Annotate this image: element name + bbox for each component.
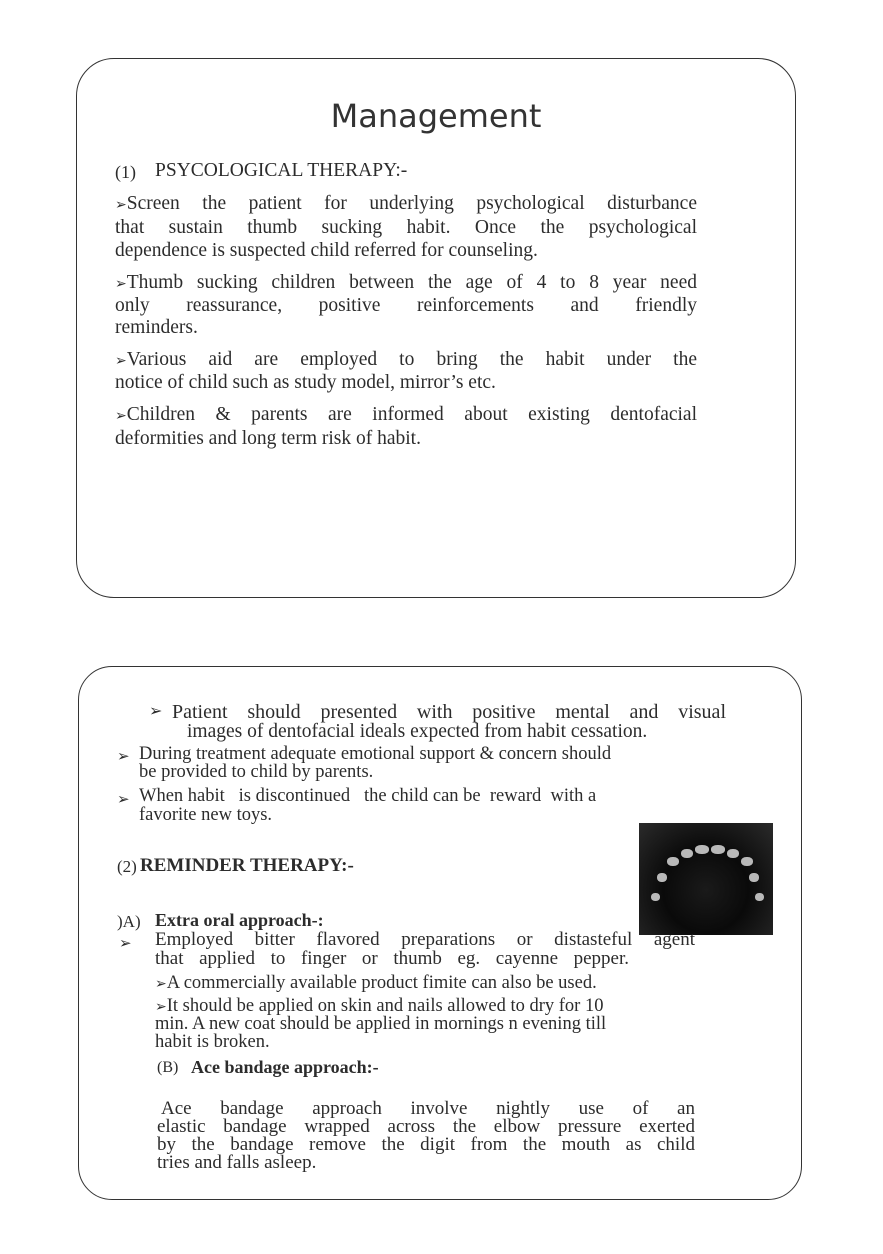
bullet-arrow-icon: ➢ xyxy=(149,703,163,720)
paragraph-line: elastic bandage wrapped across the elbow pressure exerted xyxy=(157,1116,695,1137)
bullet-arrow-icon: ➢ xyxy=(115,408,127,424)
bullet-arrow-icon: ➢ xyxy=(155,976,167,992)
bullet-line: images of dentofacial ideals expected from habit cessation. xyxy=(187,721,648,742)
paragraph-line: ➢Thumb sucking children between the age of 4 to 8 year need xyxy=(115,272,697,293)
slide-title: Management xyxy=(330,97,542,135)
paragraph-line: dependence is suspected child referred for counseling. xyxy=(115,240,538,261)
bullet-line: Employed bitter flavored preparations or distasteful agent xyxy=(155,929,695,950)
sub-heading: Ace bandage approach:- xyxy=(191,1057,379,1077)
paragraph-line: tries and falls asleep. xyxy=(157,1152,317,1173)
bullet-line: be provided to child by parents. xyxy=(139,762,374,782)
paragraph-line: ➢Various aid are employed to bring the habit under the xyxy=(115,349,697,370)
slide-management xyxy=(76,58,796,598)
sub-heading-number: )A) xyxy=(117,912,141,931)
paragraph-line: ➢Screen the patient for underlying psychological disturbance xyxy=(115,193,697,214)
bullet-arrow-icon: ➢ xyxy=(155,999,167,1015)
section-heading: PSYCOLOGICAL THERAPY:- xyxy=(155,160,408,181)
bullet-line: that applied to finger or thumb eg. cayenne pepper. xyxy=(155,948,629,969)
bullet-line: habit is broken. xyxy=(155,1032,270,1052)
bullet-line: ➢A commercially available product fimite can also be used. xyxy=(155,973,597,993)
paragraph-line: ➢Children & parents are informed about existing dentofacial xyxy=(115,404,697,425)
bullet-line: ➢It should be applied on skin and nails allowed to dry for 10 xyxy=(155,996,604,1016)
bullet-arrow-icon: ➢ xyxy=(117,792,130,808)
bullet-arrow-icon: ➢ xyxy=(119,936,132,952)
heading-number: (1) xyxy=(115,162,136,182)
bullet-arrow-icon: ➢ xyxy=(115,197,127,213)
bullet-line: favorite new toys. xyxy=(139,805,273,825)
section-heading: REMINDER THERAPY:- xyxy=(140,855,354,876)
heading-number: (2) xyxy=(117,857,137,876)
paragraph-line: notice of child such as study model, mirror’s etc. xyxy=(115,372,496,393)
dental-photo-image xyxy=(639,823,773,935)
paragraph-line: reminders. xyxy=(115,317,198,338)
paragraph-line: deformities and long term risk of habit. xyxy=(115,428,421,449)
bullet-line: Patient should presented with positive mental and visual xyxy=(172,701,726,723)
bullet-arrow-icon: ➢ xyxy=(117,749,130,765)
bullet-arrow-icon: ➢ xyxy=(115,276,127,292)
slide-reminder-therapy xyxy=(78,666,802,1200)
bullet-line: When habit is discontinued the child can be reward with a xyxy=(139,786,597,806)
paragraph-line: that sustain thumb sucking habit. Once the psychological xyxy=(115,217,697,238)
bullet-arrow-icon: ➢ xyxy=(115,353,127,369)
paragraph-line: Ace bandage approach involve nightly use of an xyxy=(161,1098,695,1119)
bullet-line: min. A new coat should be applied in mornings n evening till xyxy=(155,1014,607,1034)
paragraph-line: only reassurance, positive reinforcements and friendly xyxy=(115,295,697,316)
sub-heading-number: (B) xyxy=(157,1059,179,1076)
bullet-line: During treatment adequate emotional support & concern should xyxy=(139,744,612,764)
paragraph-line: by the bandage remove the digit from the mouth as child xyxy=(157,1134,695,1155)
sub-heading: Extra oral approach-: xyxy=(155,910,324,930)
